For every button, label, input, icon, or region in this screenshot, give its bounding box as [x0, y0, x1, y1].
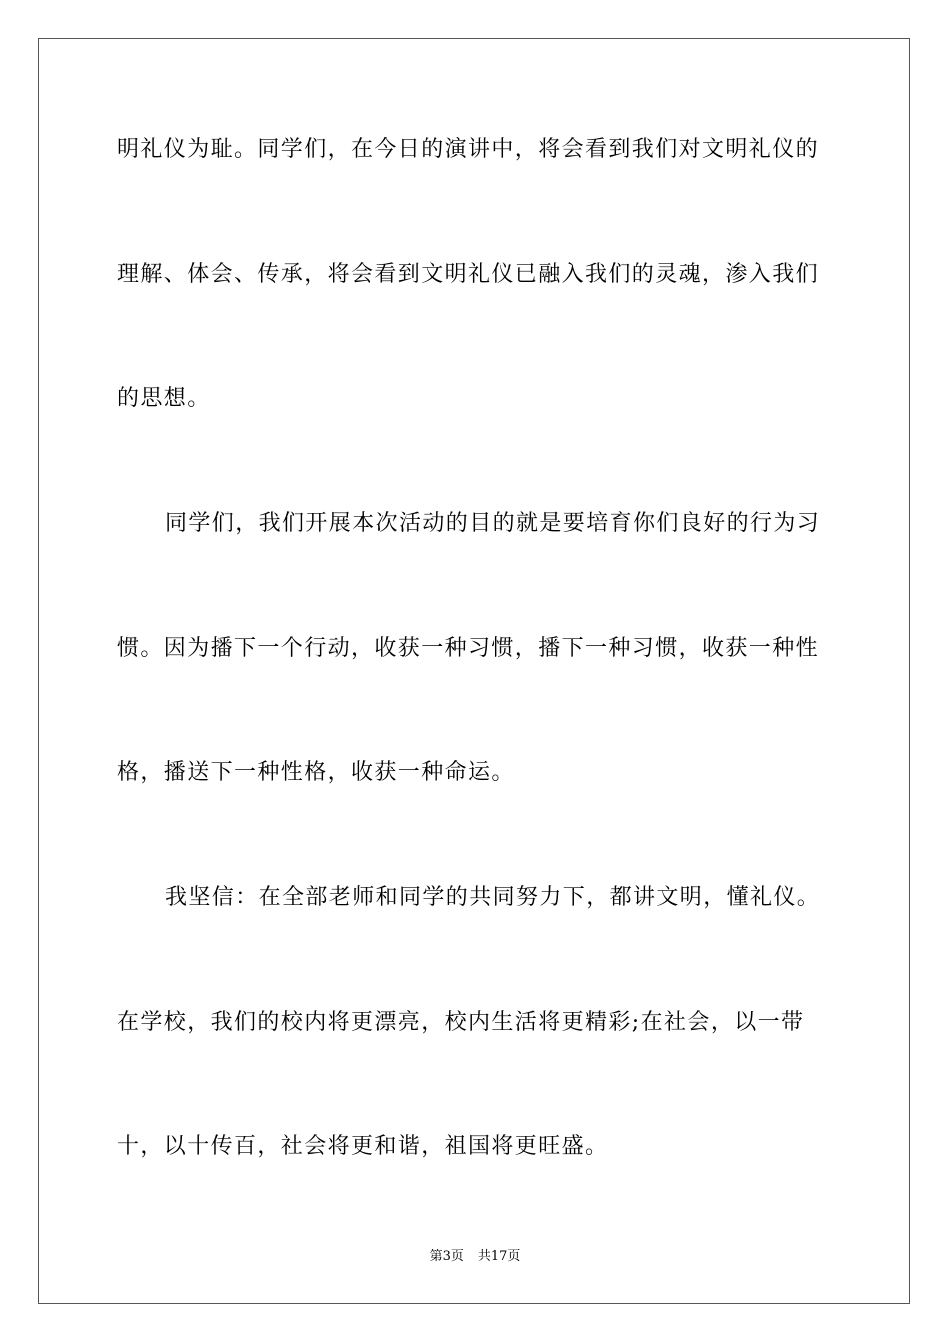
total-pages: 共17页: [477, 1249, 521, 1264]
body-text-line: 十，以十传百，社会将更和谐，祖国将更旺盛。: [117, 1134, 609, 1159]
page-frame: [38, 38, 910, 1304]
body-text-line: 格，播送下一种性格，收获一种命运。: [117, 760, 515, 785]
paragraph-start-line: 我坚信：在全部老师和同学的共同努力下，都讲文明，懂礼仪。: [165, 885, 821, 910]
page-number: 第3页: [429, 1249, 464, 1264]
paragraph-start-line: 同学们，我们开展本次活动的目的就是要培育你们良好的行为习: [165, 511, 821, 536]
body-text-line: 理解、体会、传承，将会看到文明礼仪已融入我们的灵魂，渗入我们: [117, 262, 820, 287]
body-text-line: 在学校，我们的校内将更漂亮，校内生活将更精彩;在社会，以一带: [117, 1010, 805, 1035]
body-text-line: 惯。因为播下一个行动，收获一种习惯，播下一种习惯，收获一种性: [117, 636, 820, 661]
body-text-line: 的思想。: [117, 386, 211, 411]
page-footer: [0, 1248, 950, 1266]
body-text-line: 明礼仪为耻。同学们，在今日的演讲中，将会看到我们对文明礼仪的: [117, 137, 820, 162]
